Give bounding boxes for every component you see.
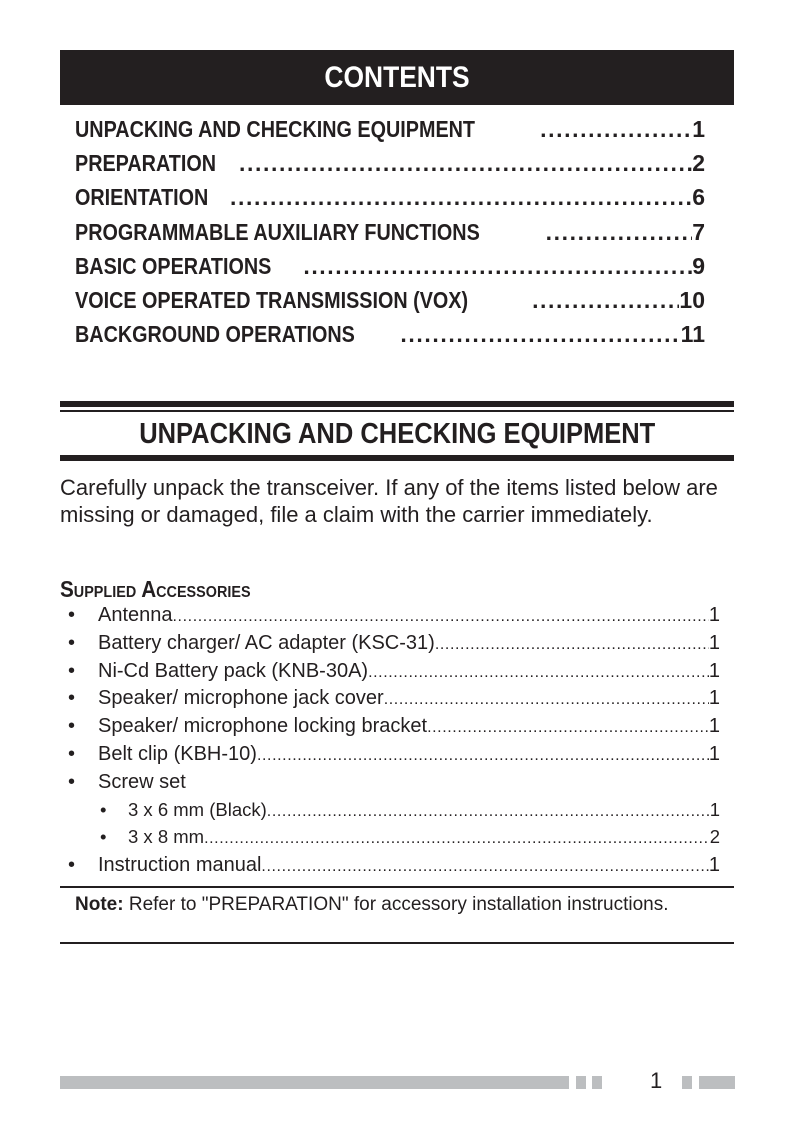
toc-entry-page: 2 bbox=[692, 150, 705, 177]
toc-entry-page: 7 bbox=[692, 218, 705, 245]
section-rule-top-thick bbox=[60, 401, 734, 407]
item-quantity: 2 bbox=[709, 826, 720, 848]
leader-dots bbox=[261, 858, 708, 876]
leader-dots bbox=[427, 719, 709, 737]
footer-bar-right bbox=[699, 1076, 735, 1089]
toc-entry[interactable] bbox=[75, 287, 705, 321]
list-subitem bbox=[60, 799, 720, 827]
note-text: Refer to "PREPARATION" for accessory installation instructions. bbox=[123, 894, 669, 915]
subheading-text: Supplied Accessories bbox=[60, 576, 251, 602]
accessories-list bbox=[60, 604, 720, 882]
leader-dots bbox=[204, 830, 710, 848]
bullet: • bbox=[100, 798, 107, 820]
item-label: 3 x 8 mm bbox=[128, 826, 205, 848]
item-quantity: 1 bbox=[708, 715, 720, 738]
leader-dots bbox=[368, 664, 709, 682]
item-quantity: 1 bbox=[708, 687, 720, 710]
list-subitem bbox=[60, 826, 720, 854]
leader-dots bbox=[239, 150, 692, 177]
bullet: • bbox=[68, 687, 76, 710]
leader-dots bbox=[435, 636, 709, 654]
toc-entry-page: 1 bbox=[692, 116, 705, 142]
toc-entry-label: PROGRAMMABLE AUXILIARY FUNCTIONS bbox=[75, 218, 480, 245]
table-of-contents bbox=[75, 116, 705, 355]
toc-entry-page: 10 bbox=[679, 286, 705, 313]
item-quantity: 1 bbox=[708, 742, 720, 765]
item-label: Battery charger/ AC adapter (KSC-31) bbox=[98, 631, 435, 654]
item-quantity: 1 bbox=[708, 659, 720, 682]
toc-entry[interactable] bbox=[75, 321, 705, 355]
bullet: • bbox=[100, 826, 107, 848]
list-item bbox=[60, 771, 720, 799]
item-quantity: 1 bbox=[708, 854, 720, 877]
toc-entry[interactable] bbox=[75, 253, 705, 287]
item-label: 3 x 6 mm (Black) bbox=[128, 798, 267, 820]
footer-square bbox=[576, 1076, 586, 1089]
toc-entry[interactable] bbox=[75, 184, 705, 218]
bullet: • bbox=[68, 715, 76, 738]
note bbox=[75, 893, 715, 916]
leader-dots bbox=[230, 184, 692, 211]
toc-entry-label: PREPARATION bbox=[75, 150, 217, 177]
note-rule-top bbox=[60, 886, 734, 888]
item-label: Antenna bbox=[98, 604, 173, 626]
section-rule-bottom bbox=[60, 455, 734, 461]
toc-entry-label: VOICE OPERATED TRANSMISSION (VOX) bbox=[75, 286, 469, 313]
footer-square bbox=[682, 1076, 692, 1089]
bullet: • bbox=[68, 604, 76, 626]
list-item bbox=[60, 687, 720, 715]
leader-dots bbox=[384, 691, 709, 709]
toc-entry[interactable] bbox=[75, 116, 705, 150]
list-item bbox=[60, 715, 720, 743]
item-quantity: 1 bbox=[708, 604, 720, 626]
item-label: Belt clip (KBH-10) bbox=[98, 742, 257, 765]
footer-square bbox=[592, 1076, 602, 1089]
leader-dots bbox=[173, 608, 709, 626]
bullet: • bbox=[68, 659, 76, 682]
section-title bbox=[60, 415, 734, 453]
leader-dots bbox=[267, 803, 710, 821]
list-item bbox=[60, 632, 720, 660]
toc-entry[interactable] bbox=[75, 219, 705, 253]
toc-entry-label: UNPACKING AND CHECKING EQUIPMENT bbox=[75, 116, 476, 142]
item-quantity: 1 bbox=[709, 798, 720, 820]
item-label: Speaker/ microphone locking bracket bbox=[98, 715, 428, 738]
toc-entry-label: BACKGROUND OPERATIONS bbox=[75, 321, 355, 348]
contents-header-bar bbox=[60, 50, 734, 105]
bullet: • bbox=[68, 742, 76, 765]
leader-dots bbox=[540, 116, 692, 143]
list-item bbox=[60, 660, 720, 688]
toc-entry-page: 9 bbox=[692, 252, 705, 279]
footer-bar-left bbox=[60, 1076, 569, 1089]
list-item bbox=[60, 604, 720, 632]
contents-title: CONTENTS bbox=[324, 61, 470, 94]
toc-entry[interactable] bbox=[75, 150, 705, 184]
list-item bbox=[60, 854, 720, 882]
section-rule-top-thin bbox=[60, 410, 734, 412]
toc-entry-page: 11 bbox=[680, 321, 705, 348]
supplied-accessories-heading bbox=[60, 574, 272, 604]
bullet: • bbox=[68, 770, 76, 793]
list-item bbox=[60, 743, 720, 771]
note-label: Note: bbox=[75, 894, 124, 915]
bullet: • bbox=[68, 854, 76, 877]
section-title-text: UNPACKING AND CHECKING EQUIPMENT bbox=[138, 418, 656, 450]
bullet: • bbox=[68, 631, 76, 654]
leader-dots bbox=[400, 321, 680, 348]
toc-entry-page: 6 bbox=[692, 184, 705, 211]
toc-entry-label: BASIC OPERATIONS bbox=[75, 252, 272, 279]
leader-dots bbox=[546, 219, 693, 246]
item-label: Instruction manual bbox=[98, 854, 262, 877]
intro-paragraph: Carefully unpack the transceiver. If any of the items listed below are missing or damaged, file a claim with the carrier immediately. bbox=[60, 475, 718, 527]
page-number: 1 bbox=[650, 1068, 663, 1093]
item-label: Screw set bbox=[98, 770, 186, 793]
leader-dots bbox=[532, 287, 679, 314]
toc-entry-label: ORIENTATION bbox=[75, 184, 209, 211]
note-rule-bottom bbox=[60, 942, 734, 944]
leader-dots bbox=[257, 747, 709, 765]
item-quantity: 1 bbox=[708, 631, 720, 654]
item-label: Speaker/ microphone jack cover bbox=[98, 687, 384, 710]
leader-dots bbox=[303, 253, 692, 280]
item-label: Ni-Cd Battery pack (KNB-30A) bbox=[98, 659, 369, 682]
